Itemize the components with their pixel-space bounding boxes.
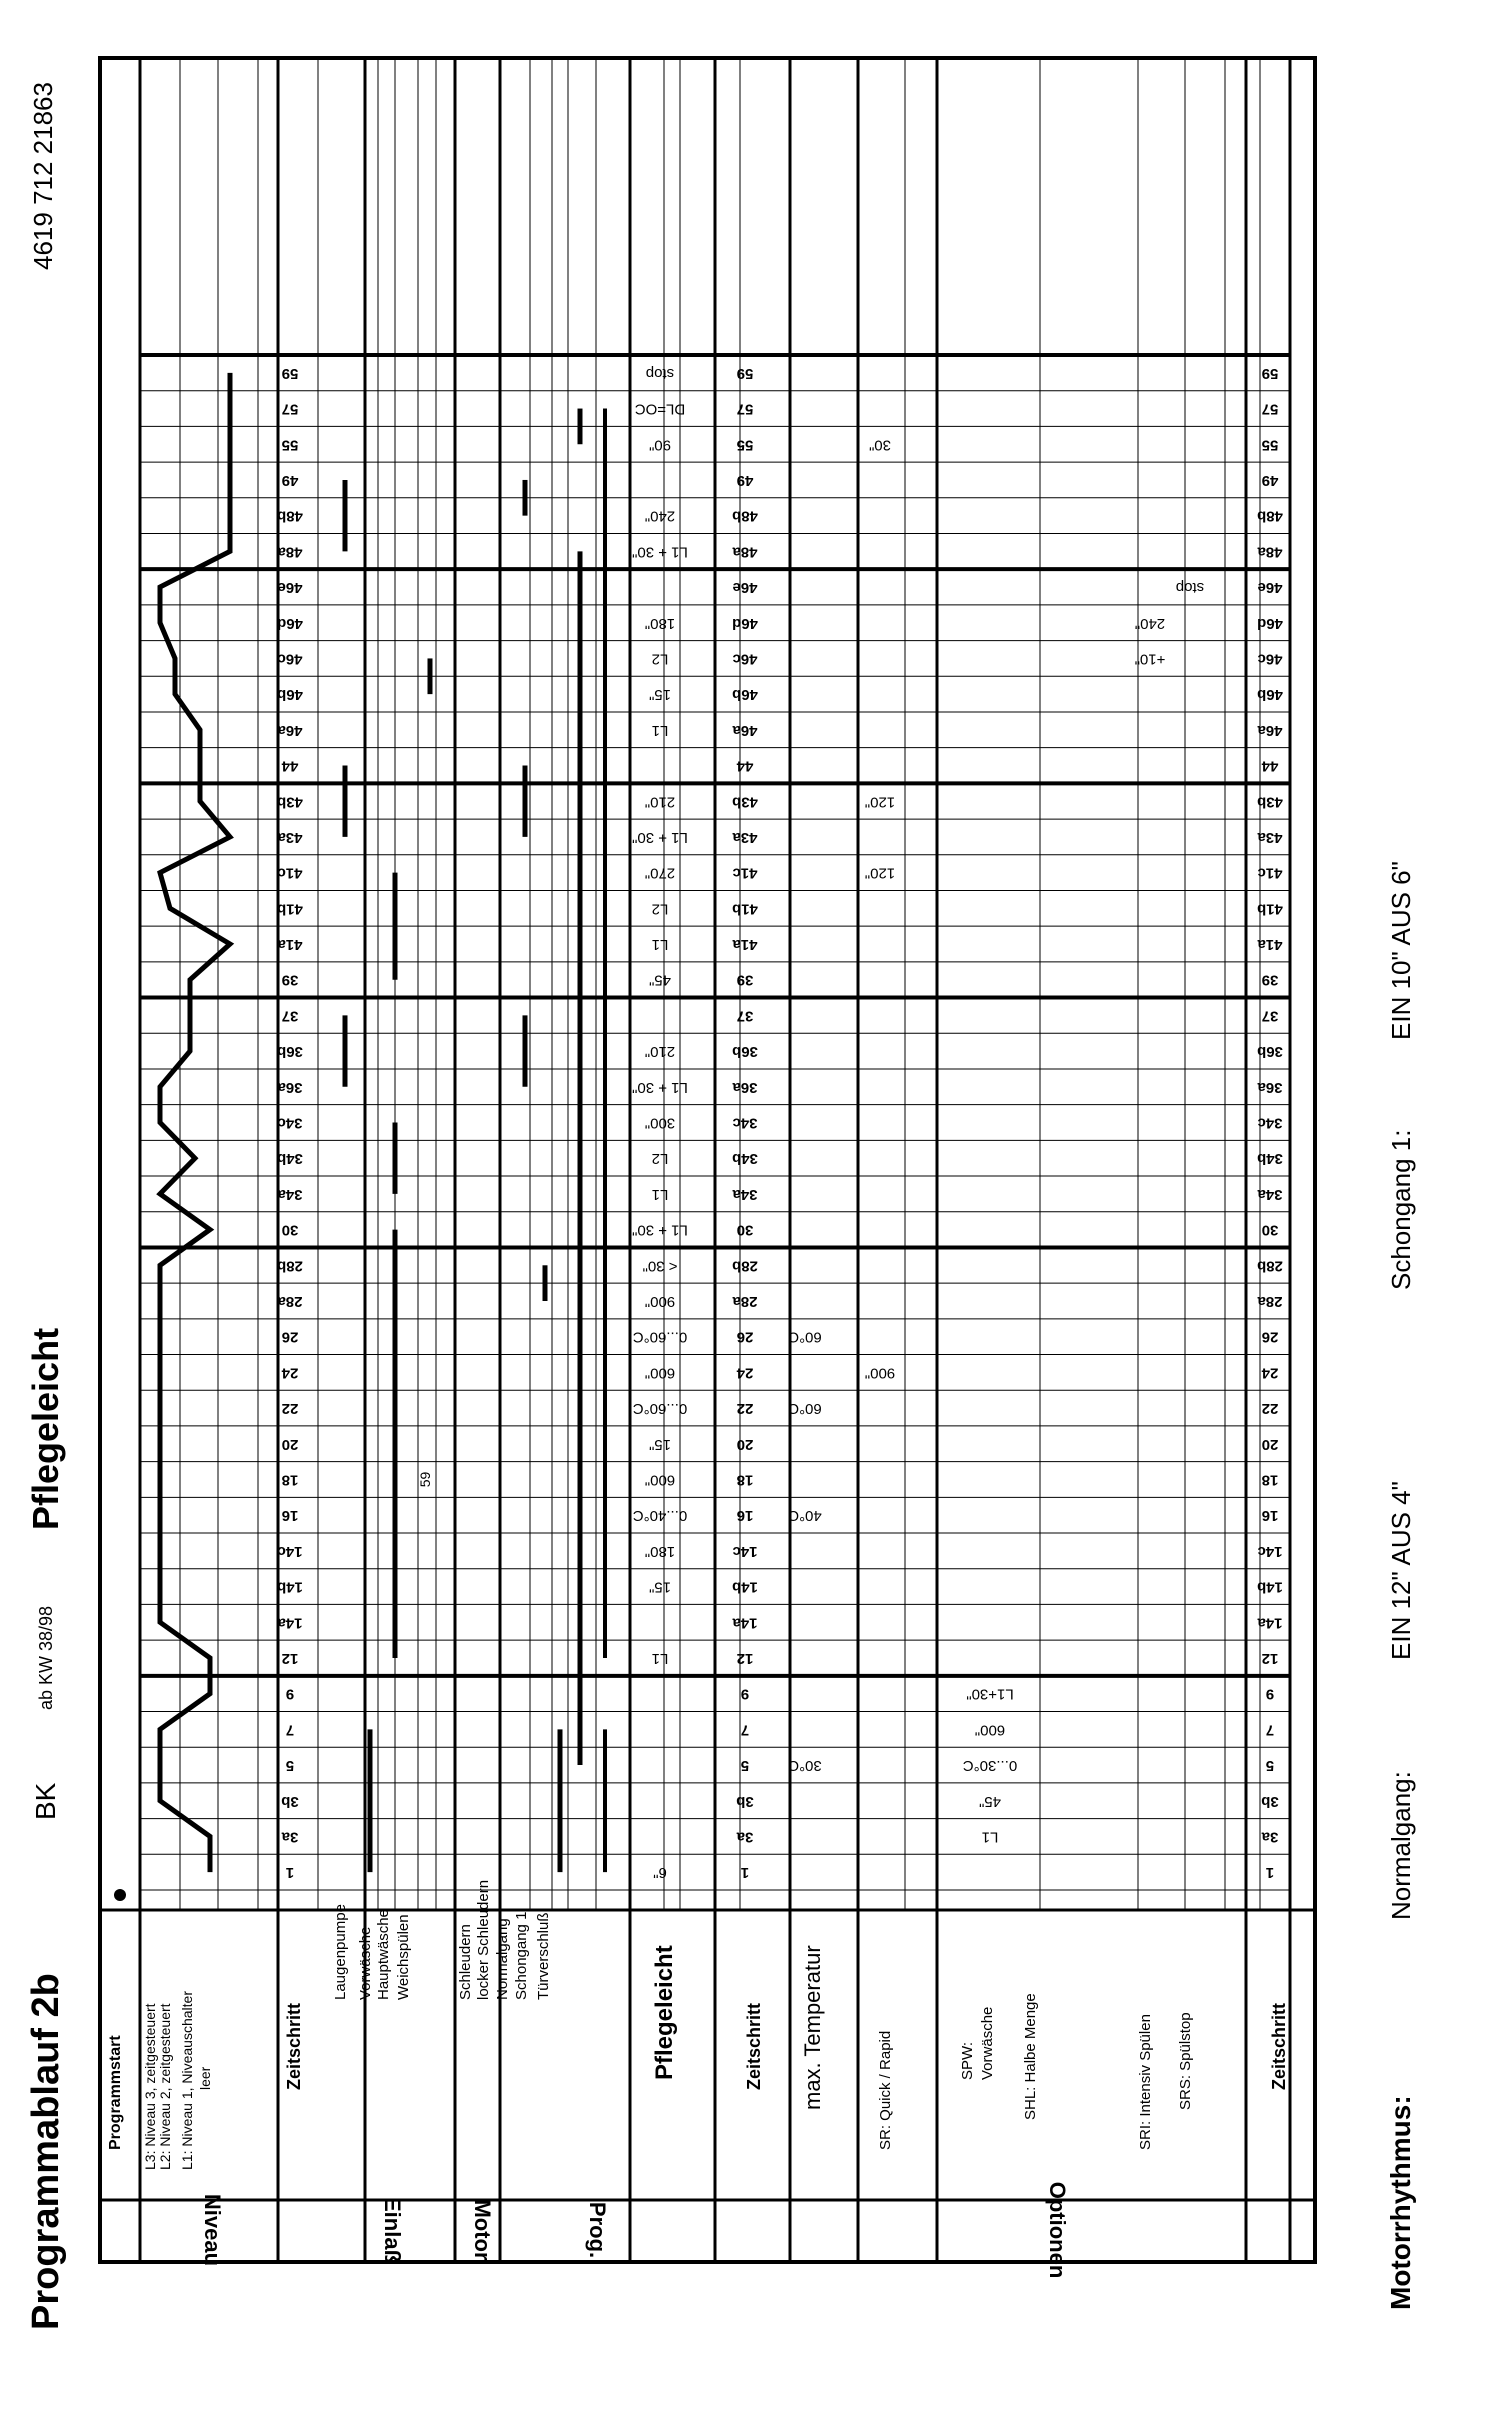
spw-label: SPW:: [959, 2041, 976, 2080]
prog-value: L2: [651, 650, 669, 668]
step-label: 1: [285, 1864, 295, 1882]
step-label: 48a: [1257, 543, 1283, 561]
step-label: 43b: [277, 793, 303, 811]
step-label: 1: [740, 1864, 750, 1882]
step-label: 34b: [732, 1150, 758, 1168]
normalgang-value: EIN 12" AUS 4": [1386, 1481, 1416, 1660]
locker-schleudern-label: locker Schleudern: [475, 1879, 492, 2000]
step-label: 39: [281, 971, 299, 989]
step-label: 41c: [732, 864, 758, 882]
step-label: 39: [736, 971, 754, 989]
step-label: 24: [1261, 1364, 1279, 1382]
zeitschritt-label-3: Zeitschritt: [1269, 2002, 1289, 2090]
step-label: 36a: [732, 1078, 758, 1096]
step-label: 3b: [736, 1792, 754, 1810]
step-label: 43b: [732, 793, 758, 811]
step-label: 28b: [1257, 1257, 1283, 1275]
step-label: 34a: [277, 1185, 303, 1203]
prog-value: 45": [648, 971, 672, 989]
step-label: 44: [736, 757, 754, 775]
section-einlass: Einlaß: [380, 2196, 405, 2264]
option-value: 0...30°C: [962, 1757, 1018, 1775]
step-label: 41b: [277, 900, 303, 918]
step-label: 14c: [1257, 1542, 1283, 1560]
step-label: 57: [281, 400, 299, 418]
step-label: 28a: [277, 1293, 303, 1311]
schongang-label: Schongang 1:: [1386, 1129, 1416, 1290]
program-title: Pflegeleicht: [25, 1327, 66, 1530]
step-label: 5: [740, 1757, 750, 1775]
normalgang-label: Normalgang:: [1386, 1771, 1416, 1920]
step-label: 5: [285, 1757, 295, 1775]
step-label: 46c: [732, 650, 758, 668]
schongang-value: EIN 10" AUS 6": [1386, 861, 1416, 1040]
step-label: 37: [281, 1007, 299, 1025]
step-label: 24: [281, 1364, 299, 1382]
step-label: 59: [281, 364, 299, 382]
prog-value: 600": [644, 1364, 676, 1382]
step-label: 7: [1265, 1721, 1275, 1739]
prog-value: 0...60°C: [632, 1400, 688, 1418]
step-label: 9: [1265, 1685, 1275, 1703]
normalgang-label: Normalgang: [494, 1918, 511, 2000]
prog-value: 210": [644, 793, 676, 811]
option-value: 240": [1134, 614, 1166, 632]
chart-content: [114, 365, 1283, 1901]
prog-value: 180": [644, 614, 676, 632]
step-label: 14a: [1257, 1614, 1283, 1632]
option-value: 30": [868, 436, 892, 454]
step-label: 14a: [732, 1614, 758, 1632]
step-label: 16: [281, 1507, 299, 1525]
step-label: 34b: [1257, 1150, 1283, 1168]
step-label: 43b: [1257, 793, 1283, 811]
pflegeleicht-label: Pflegeleicht: [651, 1945, 678, 2080]
step-label: 22: [1261, 1400, 1279, 1418]
section-niveau: Niveau: [200, 2193, 225, 2267]
step-label: 34c: [1257, 1114, 1283, 1132]
step-label: 9: [285, 1685, 295, 1703]
step-label: 46c: [1257, 650, 1283, 668]
hauptwaesche-label: Hauptwäsche: [375, 1909, 392, 2000]
step-label: 37: [736, 1007, 754, 1025]
valid-from-label: ab KW 38/98: [36, 1605, 56, 1710]
step-label: 3a: [1261, 1828, 1279, 1846]
step-label: 46a: [732, 721, 758, 739]
sri-label: SRI: Intensiv Spülen: [1137, 2014, 1154, 2150]
step-label: 46e: [1257, 579, 1283, 597]
step-label: 41b: [1257, 900, 1283, 918]
model-label: BK: [30, 1782, 61, 1820]
prog-value: 300": [644, 1114, 676, 1132]
step-label: 57: [736, 400, 754, 418]
prog-value: 270": [644, 864, 676, 882]
step-label: 16: [1261, 1507, 1279, 1525]
weichspuelen-label: Weichspülen: [395, 1914, 412, 2000]
prog-value: L1: [651, 936, 669, 954]
prog-value: 6": [653, 1864, 667, 1882]
step-label: 14c: [732, 1542, 758, 1560]
prog-value: 90": [648, 436, 672, 454]
step-label: 41a: [732, 936, 758, 954]
max-temp-value: 60°C: [788, 1400, 822, 1418]
motorrhythmus-label: Motorrhythmus:: [1385, 2095, 1416, 2310]
step-label: 1: [1265, 1864, 1275, 1882]
max-temp-value: 30°C: [788, 1757, 822, 1775]
step-label: 14c: [277, 1542, 303, 1560]
programmstart-label: Programmstart: [107, 2035, 124, 2150]
prog-value: stop: [645, 364, 675, 382]
niveau-leer-label: leer: [197, 2066, 213, 2090]
step-label: 55: [736, 436, 754, 454]
option-value: +10": [1134, 650, 1166, 668]
page-title: Programmablauf 2b: [25, 1973, 67, 2330]
step-label: 9: [740, 1685, 750, 1703]
step-label: 30: [736, 1221, 754, 1239]
weichspuelen-marker: 59: [417, 1471, 433, 1488]
step-label: 36a: [1257, 1078, 1283, 1096]
zeitschritt-label: Zeitschritt: [284, 2002, 304, 2090]
step-label: 44: [281, 757, 299, 775]
tuerverschluss-label: Türverschluß: [535, 1912, 552, 2000]
option-value: stop: [1175, 579, 1205, 597]
step-label: 24: [736, 1364, 754, 1382]
prog-value: L2: [651, 900, 669, 918]
max-temp-value: 60°C: [788, 1328, 822, 1346]
step-label: 46a: [1257, 721, 1283, 739]
step-label: 43a: [732, 828, 758, 846]
prog-value: 0...60°C: [632, 1328, 688, 1346]
step-label: 14b: [1257, 1578, 1283, 1596]
step-label: 49: [281, 471, 299, 489]
step-label: 48a: [732, 543, 758, 561]
step-label: 34c: [732, 1114, 758, 1132]
step-label: 48b: [732, 507, 758, 525]
step-label: 28b: [277, 1257, 303, 1275]
step-label: 43a: [277, 828, 303, 846]
step-label: 34a: [1257, 1185, 1283, 1203]
step-label: 41b: [732, 900, 758, 918]
step-label: 20: [281, 1435, 299, 1453]
row-labels: [107, 1880, 1289, 2278]
prog-value: L1 + 30": [632, 828, 688, 846]
step-label: 20: [736, 1435, 754, 1453]
step-label: 46a: [277, 721, 303, 739]
step-label: 48a: [277, 543, 303, 561]
niveau-trace: [160, 373, 230, 1872]
step-label: 3a: [736, 1828, 754, 1846]
niveau-l1-label: L1: Niveau 1, Niveauschalter: [179, 1991, 195, 2170]
shl-label: SHL: Halbe Menge: [1022, 1993, 1039, 2120]
section-motor: Motor: [470, 2199, 495, 2261]
srs-label: SRS: Spülstop: [1177, 2012, 1194, 2110]
step-label: 36b: [277, 1043, 303, 1061]
step-label: 12: [1261, 1649, 1279, 1667]
max-temp-label: max. Temperatur: [800, 1945, 825, 2110]
step-label: 57: [1261, 400, 1279, 418]
step-label: 41c: [277, 864, 303, 882]
step-label: 14a: [277, 1614, 303, 1632]
step-label: 7: [740, 1721, 750, 1739]
prog-value: 210": [644, 1043, 676, 1061]
step-label: 5: [1265, 1757, 1275, 1775]
part-number: 4619 712 21863: [28, 82, 58, 270]
prog-value: DL=OC: [634, 400, 686, 418]
laugenpumpe-label: Laugenpumpe: [332, 1904, 349, 2000]
step-label: 14b: [277, 1578, 303, 1596]
step-label: 22: [281, 1400, 299, 1418]
niveau-l3-label: L3: Niveau 3, zeitgesteuert: [142, 2003, 158, 2170]
step-label: 43a: [1257, 828, 1283, 846]
step-label: 36a: [277, 1078, 303, 1096]
prog-value: 600": [644, 1471, 676, 1489]
step-label: 3b: [1261, 1792, 1279, 1810]
prog-value: 15": [648, 1435, 672, 1453]
step-label: 18: [1261, 1471, 1279, 1489]
prog-value: L1 + 30": [632, 1078, 688, 1096]
step-label: 26: [281, 1328, 299, 1346]
step-label: 16: [736, 1507, 754, 1525]
prog-value: L1 + 30": [632, 1221, 688, 1239]
prog-value: 15": [648, 1578, 672, 1596]
prog-value: L2: [651, 1150, 669, 1168]
step-label: 46d: [732, 614, 758, 632]
step-label: 26: [1261, 1328, 1279, 1346]
step-label: 39: [1261, 971, 1279, 989]
step-label: 36b: [1257, 1043, 1283, 1061]
option-value: 45": [978, 1792, 1002, 1810]
step-label: 26: [736, 1328, 754, 1346]
step-label: 28a: [732, 1293, 758, 1311]
max-temp-value: 40°C: [788, 1507, 822, 1525]
step-label: 36b: [732, 1043, 758, 1061]
section-prog: Prog.: [585, 2201, 610, 2259]
step-label: 14b: [732, 1578, 758, 1596]
prog-value: L1 + 30": [632, 543, 688, 561]
step-label: 34c: [277, 1114, 303, 1132]
step-label: 18: [736, 1471, 754, 1489]
step-label: 7: [285, 1721, 295, 1739]
prog-value: 900": [644, 1293, 676, 1311]
vorwaesche-label: Vorwäsche: [357, 1926, 374, 2000]
step-label: 41a: [1257, 936, 1283, 954]
step-label: 46d: [1257, 614, 1283, 632]
step-label: 12: [736, 1649, 754, 1667]
step-label: 46c: [277, 650, 303, 668]
step-label: 49: [736, 471, 754, 489]
step-label: 46b: [732, 686, 758, 704]
step-label: 46e: [732, 579, 758, 597]
prog-value: 180": [644, 1542, 676, 1560]
schongang1-label: Schongang 1: [513, 1911, 530, 2000]
step-label: 46d: [277, 614, 303, 632]
step-label: 30: [1261, 1221, 1279, 1239]
step-label: 3b: [281, 1792, 299, 1810]
step-label: 12: [281, 1649, 299, 1667]
step-label: 48b: [1257, 507, 1283, 525]
option-value: 600": [974, 1721, 1006, 1739]
option-value: 900": [864, 1364, 896, 1382]
step-label: 59: [1261, 364, 1279, 382]
prog-value: 15": [648, 686, 672, 704]
spw-vorwaesche-label: Vorwäsche: [979, 2006, 996, 2080]
step-label: 49: [1261, 471, 1279, 489]
prog-value: L1: [651, 721, 669, 739]
programmstart-dot: [114, 1889, 126, 1901]
step-label: 46b: [1257, 686, 1283, 704]
step-label: 37: [1261, 1007, 1279, 1025]
option-value: 120": [864, 793, 896, 811]
step-label: 34a: [732, 1185, 758, 1203]
step-label: 28a: [1257, 1293, 1283, 1311]
step-label: 48b: [277, 507, 303, 525]
step-label: 3a: [281, 1828, 299, 1846]
step-label: 44: [1261, 757, 1279, 775]
sr-label: SR: Quick / Rapid: [877, 2030, 894, 2150]
prog-value: 0...40°C: [632, 1507, 688, 1525]
option-value: L1+30": [966, 1685, 1014, 1703]
prog-value: L1: [651, 1649, 669, 1667]
step-label: 41c: [1257, 864, 1283, 882]
prog-value: < 30": [642, 1257, 678, 1275]
option-value: L1: [981, 1828, 999, 1846]
schleudern-label: Schleudern: [457, 1924, 474, 2000]
section-optionen: Optionen: [1045, 2181, 1070, 2279]
prog-value: L1: [651, 1185, 669, 1203]
step-label: 18: [281, 1471, 299, 1489]
step-label: 55: [1261, 436, 1279, 454]
step-label: 55: [281, 436, 299, 454]
niveau-l2-label: L2: Niveau 2, zeitgesteuert: [157, 2003, 173, 2170]
step-label: 20: [1261, 1435, 1279, 1453]
step-label: 30: [281, 1221, 299, 1239]
step-label: 41a: [277, 936, 303, 954]
step-label: 34b: [277, 1150, 303, 1168]
step-label: 22: [736, 1400, 754, 1418]
zeitschritt-label-2: Zeitschritt: [744, 2002, 764, 2090]
option-value: 120": [864, 864, 896, 882]
step-label: 28b: [732, 1257, 758, 1275]
step-label: 46b: [277, 686, 303, 704]
prog-value: 240": [644, 507, 676, 525]
step-label: 59: [736, 364, 754, 382]
step-label: 46e: [277, 579, 303, 597]
